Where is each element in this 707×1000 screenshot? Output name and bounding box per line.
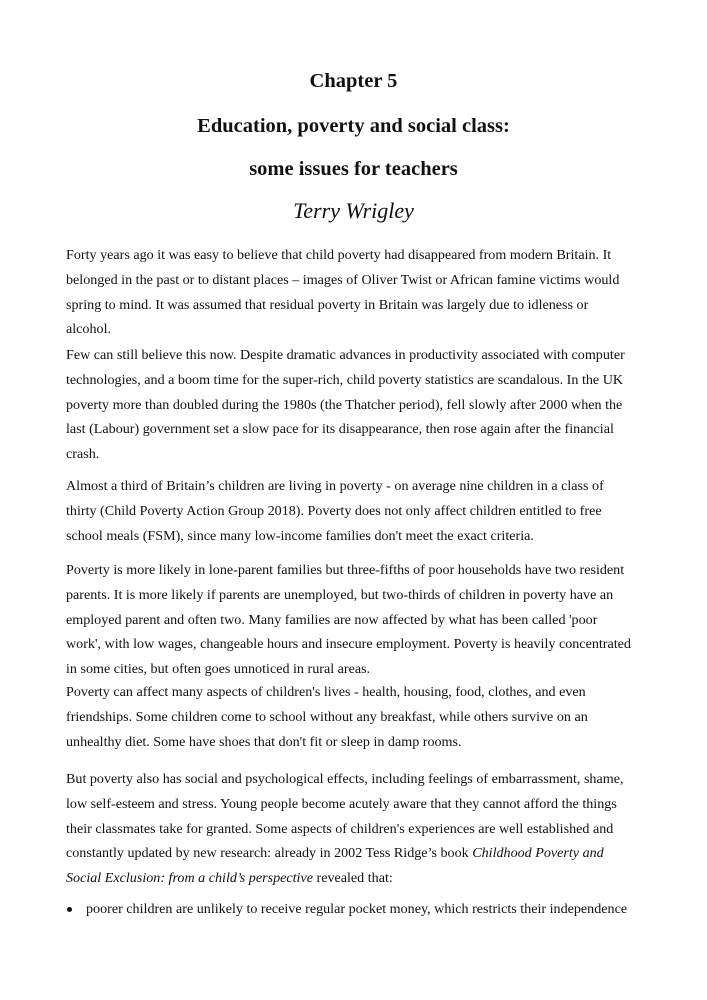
text-line: Few can still believe this now. Despite dramatic advances in productivity associated with computer	[66, 347, 625, 363]
bullet-list	[66, 897, 666, 922]
text-line: belonged in the past or to distant places – images of Oliver Twist or African famine victims would	[66, 271, 620, 288]
paragraph-2	[66, 343, 656, 467]
text-line: in some cities, but often goes unnoticed in rural areas.	[66, 661, 371, 678]
text-line: alcohol.	[66, 321, 112, 338]
text-line: employed parent and often two. Many families are now affected by what has been called 'poor	[66, 611, 598, 628]
text-line: low self-esteem and stress. Young people become acutely aware that they cannot afford the things	[66, 795, 617, 812]
bullet-dot-icon	[67, 907, 72, 912]
text-line: technologies, and a boom time for the super-rich, child poverty statistics are scandalous. In the UK	[66, 371, 624, 388]
text-line: their classmates take for granted. Some aspects of children's experiences are well established and	[66, 820, 614, 837]
paragraph-3	[66, 474, 656, 548]
text-line: crash.	[66, 446, 100, 463]
text-line: Forty years ago it was easy to believe that child poverty had disappeared from modern Britain. It	[66, 247, 612, 263]
paragraph-1	[66, 243, 656, 342]
text-segment: revealed that:	[312, 870, 393, 887]
text-line: thirty (Child Poverty Action Group 2018). Poverty does not only affect children entitled to free	[66, 502, 602, 519]
text-line: spring to mind. It was assumed that residual poverty in Britain was largely due to idleness or	[66, 296, 589, 313]
chapter-number: Chapter 5	[309, 70, 398, 92]
text-line: Poverty can affect many aspects of children's lives - health, housing, food, clothes, and even	[66, 684, 586, 700]
text-line: school meals (FSM), since many low-income families don't meet the exact criteria.	[66, 527, 534, 544]
text-line: unhealthy diet. Some have shoes that don't fit or sleep in damp rooms.	[66, 733, 462, 750]
bullet-text: poorer children are unlikely to receive regular pocket money, which restricts their independence	[86, 901, 628, 917]
text-line	[66, 841, 656, 866]
paragraph-5	[66, 680, 656, 754]
text-line: But poverty also has social and psychological effects, including feelings of embarrassment, shame,	[66, 771, 624, 787]
chapter-title-line-1: Education, poverty and social class:	[197, 115, 510, 137]
text-line: friendships. Some children come to school without any breakfast, while others survive on an	[66, 708, 588, 725]
text-line: work', with low wages, changeable hours and insecure employment. Poverty is heavily concentrated	[66, 636, 631, 653]
book-title-part-1: Childhood Poverty and	[472, 845, 604, 862]
paragraph-4	[66, 558, 656, 682]
book-title-part-2: Social Exclusion: from a child’s perspective	[66, 870, 313, 887]
paragraph-6	[66, 767, 656, 891]
chapter-title-line-2: some issues for teachers	[249, 158, 458, 180]
text-line: last (Labour) government set a slow pace for its disappearance, then rose again after the financial	[66, 421, 614, 438]
text-line: parents. It is more likely if parents are unemployed, but two-thirds of children in poverty have an	[66, 586, 614, 603]
text-line: Almost a third of Britain’s children are living in poverty - on average nine children in a class of	[66, 478, 604, 494]
text-line: Poverty is more likely in lone-parent families but three-fifths of poor households have two resident	[66, 562, 625, 578]
author-name: Terry Wrigley	[293, 198, 414, 223]
text-line: poverty more than doubled during the 1980s (the Thatcher period), fell slowly after 2000 when the	[66, 396, 623, 413]
text-line	[66, 866, 656, 891]
bullet-item	[66, 897, 666, 922]
text-segment: constantly updated by new research: already in 2002 Tess Ridge’s book	[66, 845, 473, 862]
